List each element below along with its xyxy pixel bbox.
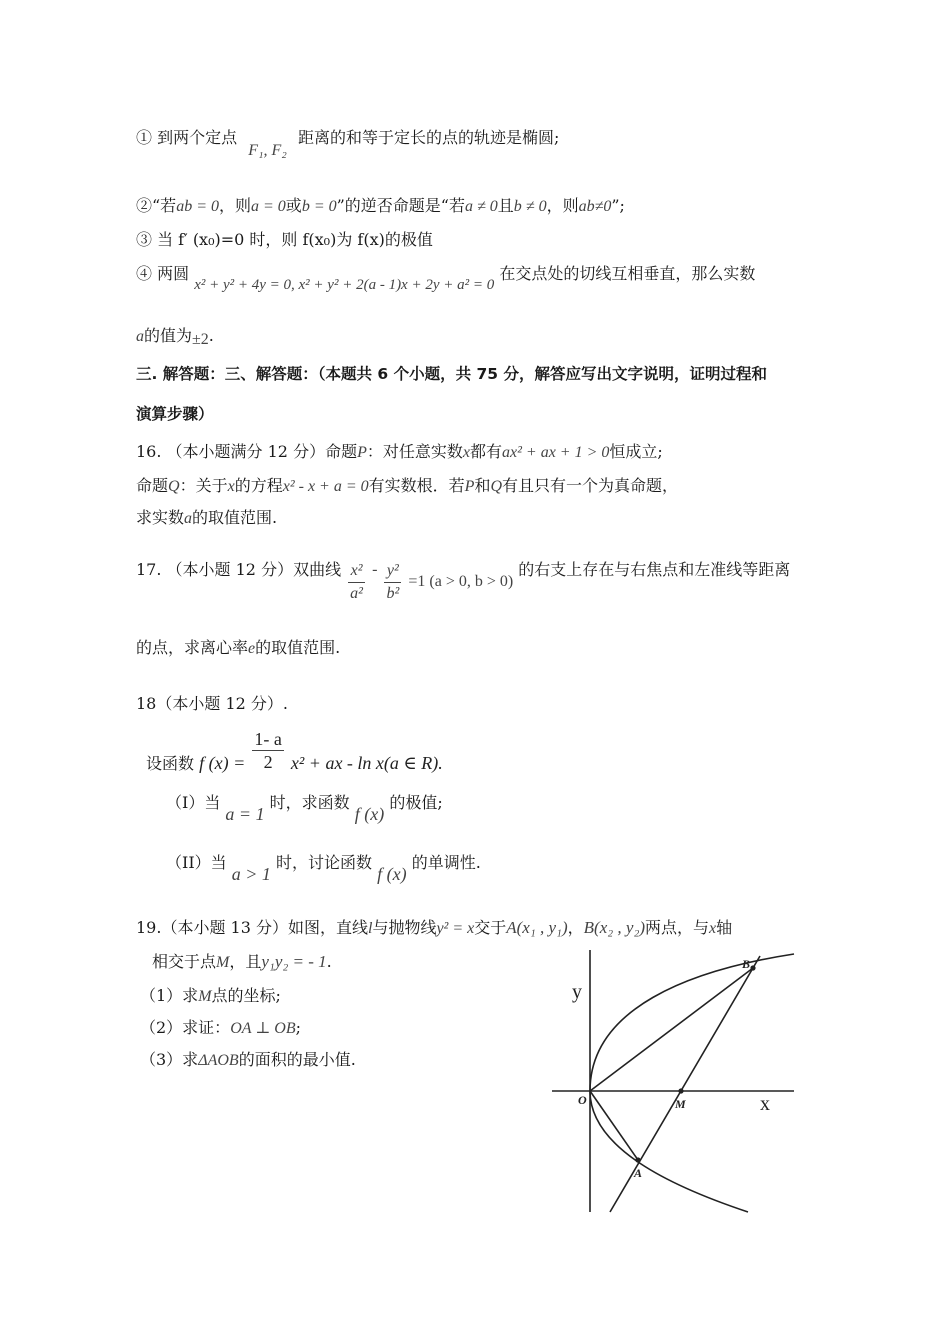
point-M [678,1088,683,1093]
item-2-t1: ，则 [218,196,251,215]
q17-frac-2 [384,560,401,605]
q17-rest: =1 (a > 0, b > 0) [408,573,514,590]
q16-p2: P [464,478,475,495]
parabola-figure [550,948,800,1214]
q16-l2d: 有实数根．若 [368,476,465,495]
item-4 [136,264,756,293]
item-4-var: a [136,328,144,345]
q17-l2b: 的取值范围. [255,638,341,657]
q19-l1e: 轴 [716,918,733,937]
q19-l2c: . [326,952,332,971]
q16-l2a: 命题 [136,476,169,495]
q18-definition [146,728,443,776]
q19-s2m: OA ⊥ OB [230,1020,296,1037]
q19-s2a: （2）求证： [140,1018,231,1037]
q16-eq: x² - x + a = 0 [282,478,369,495]
item-2-t5: ，则 [546,196,579,215]
label-x: x [760,1093,770,1115]
segment-OB [590,968,753,1091]
q19-l2a: 相交于点 [152,952,217,971]
q19-s3b: 的面积的最小值. [238,1050,356,1069]
q18-p1-cond: a = 1 [225,804,265,824]
q16-x: x [462,444,470,461]
item-1-text-a: ① 到两个定点 [136,128,238,147]
q16-q2: Q [490,478,503,495]
q18-part-1 [166,792,443,824]
q19-cond: y₁y₂ = - 1 [261,952,327,971]
q18-def-a: 设函数 [146,754,195,773]
label-B: B [742,957,751,971]
q17-e: e [248,640,256,657]
item-4-continued [136,326,214,347]
q18-frac [252,728,283,773]
q17-den1: a² [350,585,363,602]
q16-l1d: 恒成立; [609,442,663,461]
item-2-m2: a = 0 [251,198,286,215]
q17-num2: y² [384,560,401,583]
item-2-prefix: ②“若 [136,196,177,215]
q16-l2f: 有且只有一个为真命题， [502,476,679,495]
q16-l2e: 和 [474,476,491,495]
q19-comma: ， [567,918,584,937]
q18-title: 18（本小题 12 分）. [136,694,288,713]
q18-p2c: 的单调性. [411,853,481,872]
q19-sub-2 [140,1018,301,1039]
q19-l: l [367,920,373,937]
q19-A: A(x₁ , y₁) [506,918,568,937]
q16-x2: x [227,478,235,495]
q17-prefix: 17. （本小题 12 分）双曲线 [136,560,342,579]
q18-p1b: 时，求函数 [269,793,350,812]
item-2-m1: ab = 0 [176,198,219,215]
item-4-math: x² + y² + 4y = 0, x² + y² + 2(a - 1)x + 2y + a² = 0 [194,277,495,293]
q18-p2a: （II）当 [166,853,227,872]
q17-frac-1 [348,560,365,605]
q17-num1: x² [348,560,365,583]
q19-line-2 [152,952,332,973]
q16-l1b: ：对任意实数 [366,442,463,461]
q16-line-3 [136,508,277,529]
q18-p1c: 的极值; [389,793,443,812]
q18-p2-f: f (x) [377,864,407,884]
q19-s1b: 点的坐标; [211,986,281,1005]
q19-l1d: 两点，与 [645,918,710,937]
q19-s3a: （3）求 [140,1050,199,1069]
segment-OA [590,1091,638,1160]
q18-p2-cond: a > 1 [231,864,271,884]
q19-s1m: M [198,988,212,1005]
q17-line-2 [136,638,340,659]
point-A [635,1157,640,1162]
q16-l1a: 16. （本小题满分 12 分）命题 [136,442,358,461]
q19-s1a: （1）求 [140,986,199,1005]
q17-minus: - [372,561,378,578]
item-3-text: ③ 当 f′ (x₀)=0 时，则 f(x₀)为 f(x)的极值 [136,230,433,249]
item-2-m3: b = 0 [301,198,337,215]
point-B [750,965,755,970]
q16-l2b: ：关于 [179,476,228,495]
q16-line-2 [136,476,678,497]
q16-l3a: 求实数 [136,508,185,527]
q19-line-1 [136,918,732,939]
q19-s2b: ; [295,1018,301,1037]
item-2 [136,196,625,217]
q16-line-1 [136,442,663,463]
q19-sub-3 [140,1050,356,1071]
q16-a: a [184,510,193,527]
item-1-math: F₁, F₂ [248,142,287,159]
q16-q: Q [168,478,180,495]
q19-B: B(x₂ , y₂) [583,918,646,937]
q17-line-1 [136,560,790,608]
label-M: M [675,1097,686,1111]
q17-l2a: 的点，求离心率 [136,638,249,657]
item-4-suffix: 在交点处的切线互相垂直，那么实数 [499,264,756,283]
label-A: A [634,1166,643,1180]
q18-fx: f (x) = [199,753,246,773]
q16-p: P [357,444,367,461]
q19-s3m: ΔAOB [198,1052,239,1069]
item-1 [136,128,560,159]
q19-l2b: ，且 [229,952,262,971]
item-3 [136,230,433,250]
q19-l1b: 与抛物线 [372,918,437,937]
q19-l1c: 交于 [474,918,507,937]
q18-def-b: x² + ax - ln x(a ∈ R). [290,753,443,773]
chord-line [610,956,760,1212]
q17-suffix: 的右支上存在与右焦点和左准线等距离 [518,560,791,579]
item-4-value: ±2 [192,331,209,348]
label-y: y [572,981,582,1003]
item-2-t3: ”的逆否命题是“若 [336,196,465,215]
item-2-m5: b ≠ 0 [513,198,547,215]
q19-xaxis: x [709,920,717,937]
q16-l3b: 的取值范围. [192,508,278,527]
q19-parab: y² = x [436,920,475,937]
q19-M: M [216,954,230,971]
label-O: O [578,1093,587,1107]
parabola-curve [590,954,794,1212]
q17-den2: b² [386,585,400,602]
q19-l1a: 19.（本小题 13 分）如图，直线 [136,918,368,937]
item-2-t4: 且 [497,196,514,215]
item-2-t6: ”; [611,196,625,215]
q18-den: 2 [263,752,273,772]
item-4-text: 的值为 [144,326,193,345]
q18-p1-f: f (x) [354,804,385,824]
q18-num: 1- a [254,729,282,749]
q19-sub-1 [140,986,281,1007]
q18-p2b: 时，讨论函数 [276,853,373,872]
item-2-m4: a ≠ 0 [464,198,498,215]
q18-p1a: （I）当 [166,793,221,812]
section-title-cont: 演算步骤） [136,405,214,423]
q16-l2c: 的方程 [234,476,283,495]
item-2-m6: ab≠0 [578,198,612,215]
item-1-text-b: 距离的和等于定长的点的轨迹是椭圆; [297,128,560,147]
section-title: 三. 解答题：三、解答题：（本题共 6 个小题，共 75 分，解答应写出文字说明，证明过程和 [136,365,767,383]
q18-part-2 [166,852,481,884]
item-4-prefix: ④ 两圆 [136,264,190,283]
item-4-end: . [208,326,214,345]
item-2-t2: 或 [285,196,302,215]
q16-l1c: 都有 [469,442,502,461]
q16-ineq: ax² + ax + 1 > 0 [502,444,610,461]
